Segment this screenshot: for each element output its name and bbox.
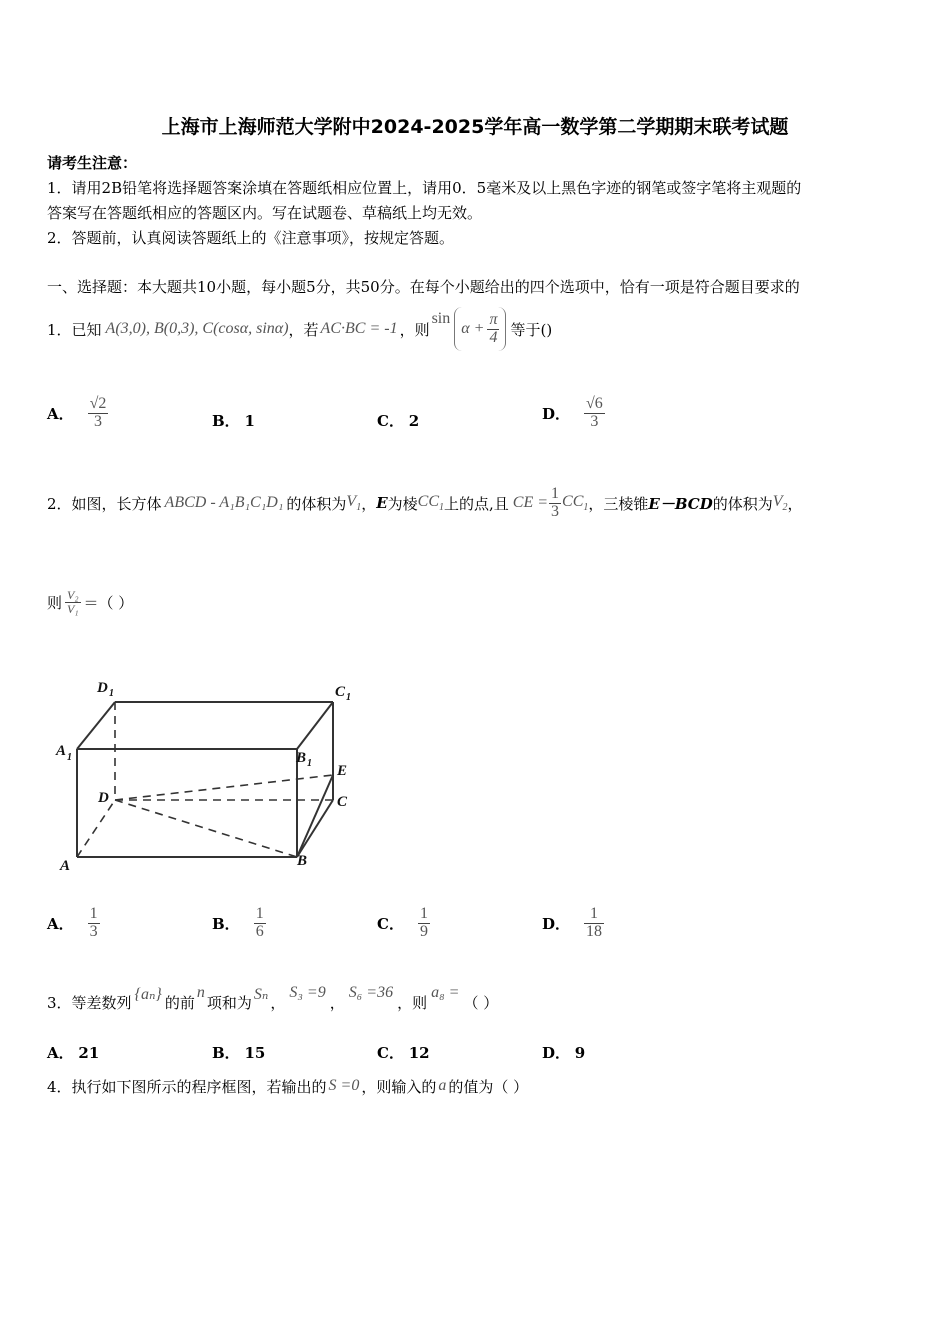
q4-number: 4．执行如下图所示的程序框图，若输出的 bbox=[47, 1077, 327, 1096]
q3-a8: a₈ = bbox=[431, 984, 460, 1001]
q3-option-d-text: 9 bbox=[574, 1044, 586, 1062]
q2-e: E bbox=[376, 494, 388, 512]
q3-option-d[interactable] bbox=[542, 1042, 585, 1063]
q3-text-2: 项和为 bbox=[206, 993, 252, 1012]
q2-v1: V bbox=[346, 493, 357, 510]
q3-n: n bbox=[196, 984, 205, 1001]
cuboid-figure bbox=[50, 672, 370, 877]
q2-frac-num: V₂ bbox=[67, 587, 79, 602]
q3-text-1: 的前 bbox=[164, 993, 195, 1012]
q2-ask-line bbox=[47, 580, 133, 624]
q1-pi: π bbox=[489, 310, 498, 328]
q2-cc1-sub: 1 bbox=[439, 502, 444, 513]
label-b: B bbox=[297, 853, 308, 869]
section-heading: 一、选择题：本大题共10小题，每小题5分，共50分。在每个小题给出的四个选项中，恰有一项是符合题目要求的 bbox=[47, 278, 800, 296]
q3-option-c[interactable] bbox=[377, 1042, 430, 1063]
q2-option-b-den: 6 bbox=[255, 922, 264, 940]
label-d1: D bbox=[97, 680, 108, 696]
q1-alpha-plus: α + bbox=[461, 320, 485, 337]
q2-frac-den: V₁ bbox=[67, 601, 79, 616]
q1-option-d-den: 3 bbox=[590, 412, 599, 430]
q2-then: 则 bbox=[47, 593, 63, 612]
q2-ce: CE = bbox=[512, 494, 549, 511]
q2-option-b-num: 1 bbox=[255, 904, 264, 922]
q1-option-c-label: C． bbox=[377, 412, 404, 430]
label-b1: B bbox=[296, 750, 307, 766]
q1-option-a-label: A． bbox=[47, 404, 74, 423]
q2-text-3: 为棱 bbox=[387, 494, 418, 513]
q1-option-c[interactable] bbox=[377, 410, 419, 431]
label-c1: C bbox=[335, 684, 346, 700]
q4-a: a bbox=[438, 1077, 447, 1094]
q3-option-d-label: D． bbox=[542, 1044, 571, 1062]
q1-option-c-text: 2 bbox=[408, 412, 420, 430]
q2-text-5: ，三棱锥 bbox=[588, 494, 649, 513]
q2-v2: V bbox=[772, 493, 783, 510]
q2-text-7: ， bbox=[787, 494, 803, 513]
label-c: C bbox=[337, 794, 348, 810]
q2-cc1b: CC bbox=[562, 493, 584, 510]
q2-three: 3 bbox=[551, 502, 560, 520]
q2-one: 1 bbox=[551, 484, 560, 502]
question-1 bbox=[47, 304, 552, 354]
q2-option-b[interactable] bbox=[212, 898, 266, 948]
q1-then: ，则 bbox=[399, 320, 430, 339]
q3-comma-2: ， bbox=[329, 993, 345, 1012]
notice-line-1: 1．请用2B铅笔将选择题答案涂填在答题纸相应位置上，请用0．5毫米及以上黑色字迹的钢笔或签字笔将主观题的 bbox=[47, 179, 802, 197]
q3-option-c-text: 12 bbox=[408, 1044, 430, 1062]
q3-sn: Sₙ bbox=[253, 986, 269, 1003]
q2-option-d-num: 1 bbox=[584, 906, 604, 924]
q3-option-b-text: 15 bbox=[244, 1044, 266, 1062]
q2-option-d[interactable] bbox=[542, 898, 604, 948]
q1-option-b-text: 1 bbox=[244, 412, 255, 430]
q1-option-a-den: 3 bbox=[94, 412, 103, 430]
q2-option-d-label: D． bbox=[542, 914, 571, 933]
label-d: D bbox=[98, 790, 109, 806]
q3-option-a-text: 21 bbox=[78, 1044, 100, 1062]
q2-option-d-den: 18 bbox=[586, 922, 603, 940]
notice-line-3: 2．答题前，认真阅读答题纸上的《注意事项》，按规定答题。 bbox=[47, 229, 455, 247]
q2-option-a[interactable] bbox=[47, 898, 100, 948]
q1-option-d-label: D． bbox=[542, 404, 571, 423]
edge-de bbox=[115, 775, 333, 800]
q1-option-a-num: √2 bbox=[89, 394, 107, 412]
q4-text-2: 的值为（ ） bbox=[448, 1077, 529, 1096]
label-a: A bbox=[60, 858, 71, 874]
label-a1-sub: 1 bbox=[67, 752, 72, 763]
q1-option-b[interactable] bbox=[212, 410, 255, 431]
q2-box: ABCD - A₁B₁C₁D₁ bbox=[164, 494, 284, 511]
notice-line-2: 答案写在答题纸相应的答题区内。写在试题卷、草稿纸上均无效。 bbox=[47, 204, 483, 222]
q1-if: ，若 bbox=[288, 320, 319, 339]
q3-s3: S₃ =9 bbox=[289, 984, 326, 1001]
q2-v2-sub: 2 bbox=[782, 502, 788, 513]
q3-option-b-label: B． bbox=[212, 1044, 240, 1062]
q2-option-c-den: 9 bbox=[419, 922, 428, 940]
label-e: E bbox=[337, 763, 348, 779]
q3-s6: S₆ =36 bbox=[348, 984, 394, 1001]
q1-condition: AC·BC = -1 bbox=[320, 320, 398, 337]
q2-cc1b-sub: 1 bbox=[583, 502, 589, 513]
q1-number: 1．已知 bbox=[47, 320, 102, 339]
question-2 bbox=[47, 478, 803, 528]
q1-option-a[interactable] bbox=[47, 386, 108, 440]
q2-option-c-label: C． bbox=[377, 914, 404, 933]
q3-comma-1: ， bbox=[270, 993, 286, 1012]
q1-option-d[interactable] bbox=[542, 386, 605, 440]
q2-text-2: ， bbox=[361, 494, 377, 513]
notice-heading: 请考生注意： bbox=[47, 154, 138, 172]
q2-option-b-label: B． bbox=[212, 914, 240, 933]
q3-number: 3．等差数列 bbox=[47, 993, 132, 1012]
q3-option-c-label: C． bbox=[377, 1044, 404, 1062]
q1-option-b-label: B． bbox=[212, 412, 240, 430]
q4-s0: S =0 bbox=[328, 1077, 360, 1094]
q1-sin: sin bbox=[431, 310, 451, 327]
q2-text-1: 的体积为 bbox=[286, 494, 347, 513]
q3-option-a-label: A． bbox=[47, 1044, 74, 1062]
q2-text-4: 上的点,且 bbox=[444, 494, 509, 513]
label-a1: A bbox=[56, 743, 67, 759]
q3-ask: （ ） bbox=[463, 993, 499, 1012]
q3-option-a[interactable] bbox=[47, 1042, 99, 1063]
label-c1-sub: 1 bbox=[346, 692, 351, 703]
edge-b1c1 bbox=[297, 702, 333, 749]
q3-seq: {aₙ} bbox=[134, 986, 162, 1003]
q2-option-c[interactable] bbox=[377, 898, 430, 948]
q1-option-d-num: √6 bbox=[586, 394, 603, 412]
edge-db bbox=[115, 800, 297, 857]
q2-cc1: CC bbox=[417, 493, 439, 510]
q2-option-a-den: 3 bbox=[89, 922, 98, 940]
question-3 bbox=[47, 984, 498, 1020]
edge-a1d1 bbox=[77, 702, 115, 749]
q4-text-1: ，则输入的 bbox=[361, 1077, 437, 1096]
page-title: 上海市上海师范大学附中2024-2025学年高一数学第二学期期末联考试题 bbox=[161, 116, 789, 138]
q1-four: 4 bbox=[489, 328, 498, 346]
q2-option-c-num: 1 bbox=[419, 904, 428, 922]
q2-v1-sub: 1 bbox=[356, 502, 362, 513]
q3-option-b[interactable] bbox=[212, 1042, 265, 1063]
label-b1-sub: 1 bbox=[307, 758, 312, 769]
q1-points: A(3,0), B(0,3), C(cosα, sinα) bbox=[105, 320, 289, 337]
label-d1-sub: 1 bbox=[109, 688, 114, 699]
question-4 bbox=[47, 1074, 528, 1098]
q1-ask: 等于() bbox=[510, 320, 553, 339]
q3-text-3: ，则 bbox=[397, 993, 428, 1012]
edge-bc bbox=[297, 800, 333, 857]
q2-ask: ＝（ ） bbox=[83, 593, 134, 612]
edge-be bbox=[297, 775, 333, 857]
edge-ad bbox=[77, 800, 115, 857]
q2-text-6: 的体积为 bbox=[712, 494, 773, 513]
q2-option-a-num: 1 bbox=[89, 904, 98, 922]
q2-number: 2．如图，长方体 bbox=[47, 494, 162, 513]
q2-ebcd: E－BCD bbox=[648, 494, 713, 513]
q2-option-a-label: A． bbox=[47, 914, 74, 933]
